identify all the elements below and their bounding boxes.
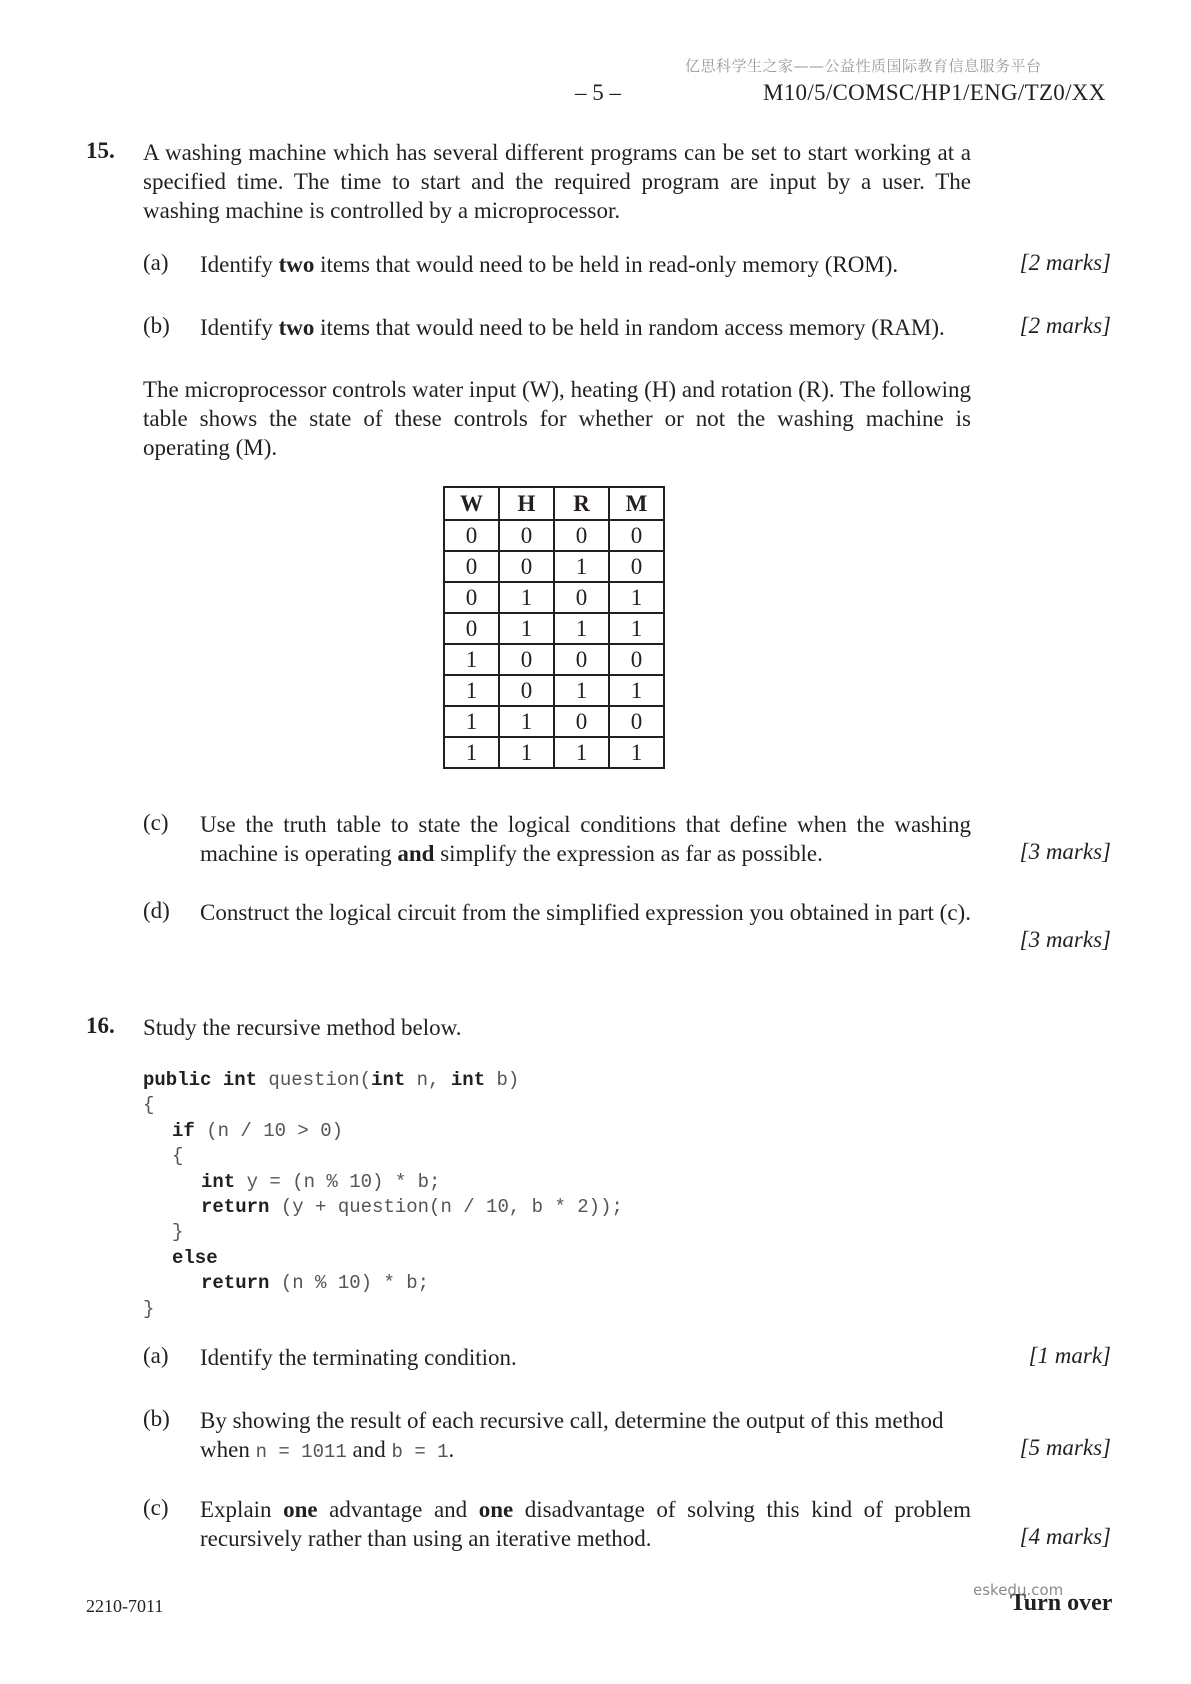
truth-table-header: W xyxy=(444,487,499,520)
truth-table-header: M xyxy=(609,487,664,520)
q15-part-a-letter: (a) xyxy=(143,250,169,275)
question-16-intro: Study the recursive method below. xyxy=(143,1015,462,1040)
truth-table-row xyxy=(444,675,664,706)
q15-part-d-marks: [3 marks] xyxy=(1019,927,1111,952)
truth-table-cell: 0 xyxy=(609,644,664,675)
question-16-number: 16. xyxy=(86,1013,115,1038)
truth-table-cell: 0 xyxy=(444,551,499,582)
code-line: int y = (n % 10) * b; xyxy=(201,1170,441,1193)
truth-table-cell: 1 xyxy=(444,644,499,675)
code-line: } xyxy=(143,1297,155,1320)
truth-table-cell: 1 xyxy=(554,675,609,706)
q16-part-a-text: Identify the terminating condition. xyxy=(200,1345,517,1370)
truth-table-header: R xyxy=(554,487,609,520)
truth-table-cell: 0 xyxy=(554,706,609,737)
truth-table-row xyxy=(444,551,664,582)
code-line: { xyxy=(172,1145,184,1168)
truth-table-cell: 1 xyxy=(499,737,554,768)
q15-part-c-marks: [3 marks] xyxy=(1019,839,1111,864)
truth-table-cell: 1 xyxy=(499,706,554,737)
q16-part-a-letter: (a) xyxy=(143,1343,169,1368)
truth-table-cell: 0 xyxy=(499,675,554,706)
truth-table-row xyxy=(444,737,664,768)
q15-part-b-letter: (b) xyxy=(143,313,170,338)
code-line: else xyxy=(172,1246,218,1269)
truth-table-cell: 0 xyxy=(554,520,609,551)
code-line: return (y + question(n / 10, b * 2)); xyxy=(201,1196,623,1219)
page-number: – 5 – xyxy=(575,80,621,105)
q16-part-a-marks: [1 mark] xyxy=(1028,1343,1111,1368)
truth-table-cell: 0 xyxy=(499,520,554,551)
truth-table-cell: 1 xyxy=(609,675,664,706)
truth-table-cell: 1 xyxy=(554,737,609,768)
truth-table-cell: 1 xyxy=(444,737,499,768)
truth-table-cell: 0 xyxy=(444,520,499,551)
code-line: public int question(int n, int b) xyxy=(143,1069,520,1091)
truth-table-cell: 1 xyxy=(609,737,664,768)
q15-part-a-marks: [2 marks] xyxy=(1019,250,1111,275)
question-15-table-intro: The microprocessor controls water input (W), heating (H) and rotation (R). The following table shows the state of these controls for whether or not the washing machine is operating (M). xyxy=(143,377,971,460)
truth-table-cell: 1 xyxy=(554,551,609,582)
truth-table-cell: 0 xyxy=(444,613,499,644)
turn-over-label: Turn over xyxy=(1010,1590,1113,1616)
truth-table-row xyxy=(444,582,664,613)
q16-part-b-marks: [5 marks] xyxy=(1019,1435,1111,1460)
truth-table-cell: 0 xyxy=(609,706,664,737)
truth-table-cell: 1 xyxy=(499,582,554,613)
paper-code: M10/5/COMSC/HP1/ENG/TZ0/XX xyxy=(763,80,1106,105)
q15-part-c-text: Use the truth table to state the logical conditions that define when the washing machine is operating and simplify the expression as far as possible. xyxy=(200,812,971,866)
truth-table xyxy=(443,486,665,769)
question-15-number: 15. xyxy=(86,138,115,163)
truth-table-cell: 0 xyxy=(499,551,554,582)
q15-part-b-text: Identify two items that would need to be held in random access memory (RAM). xyxy=(200,315,945,340)
truth-table-row xyxy=(444,613,664,644)
q15-part-c-letter: (c) xyxy=(143,810,169,835)
truth-table-cell: 1 xyxy=(609,582,664,613)
code-line: { xyxy=(143,1094,155,1117)
truth-table-cell: 0 xyxy=(554,644,609,675)
header-watermark: 亿思科学生之家——公益性质国际教育信息服务平台 xyxy=(685,57,1042,75)
truth-table-cell: 0 xyxy=(609,520,664,551)
code-line: if (n / 10 > 0) xyxy=(172,1119,344,1142)
truth-table-row xyxy=(444,706,664,737)
q16-part-b-letter: (b) xyxy=(143,1406,170,1431)
footer-watermark: eskedu.com xyxy=(973,1581,1064,1599)
code-line: return (n % 10) * b; xyxy=(201,1272,430,1295)
q16-part-b-line1: By showing the result of each recursive call, determine the output of this method xyxy=(200,1408,944,1433)
truth-table-header: H xyxy=(499,487,554,520)
truth-table-cell: 1 xyxy=(499,613,554,644)
truth-table-row xyxy=(444,644,664,675)
code-line: } xyxy=(172,1221,184,1244)
truth-table-cell: 1 xyxy=(554,613,609,644)
q15-part-d-text: Construct the logical circuit from the simplified expression you obtained in part (c). xyxy=(200,900,971,925)
truth-table-row xyxy=(444,520,664,551)
q15-part-a-text: Identify two items that would need to be held in read-only memory (ROM). xyxy=(200,252,899,277)
truth-table-cell: 1 xyxy=(444,706,499,737)
q16-part-c-marks: [4 marks] xyxy=(1019,1524,1111,1549)
q16-part-c-letter: (c) xyxy=(143,1495,169,1520)
truth-table-cell: 0 xyxy=(554,582,609,613)
truth-table-cell: 1 xyxy=(444,675,499,706)
q16-part-c-text: Explain one advantage and one disadvantage of solving this kind of problem recursively rather than using an iterative method. xyxy=(200,1497,971,1551)
truth-table-cell: 0 xyxy=(609,551,664,582)
q16-part-b-line2: when n = 1011 and b = 1. xyxy=(200,1437,455,1463)
question-15-intro: A washing machine which has several different programs can be set to start working at a specified time. The time to start and the required program are input by a user. The washing machine is controlled by a microprocessor. xyxy=(143,140,971,223)
truth-table-cell: 1 xyxy=(609,613,664,644)
q16-part-b-text xyxy=(200,1406,971,1467)
truth-table-header-row xyxy=(444,487,664,520)
truth-table-cell: 0 xyxy=(499,644,554,675)
code-block xyxy=(143,1068,623,1322)
truth-table-cell: 0 xyxy=(444,582,499,613)
q15-part-b-marks: [2 marks] xyxy=(1019,313,1111,338)
footer-paper-code: 2210-7011 xyxy=(86,1596,164,1616)
q15-part-d-letter: (d) xyxy=(143,898,170,923)
